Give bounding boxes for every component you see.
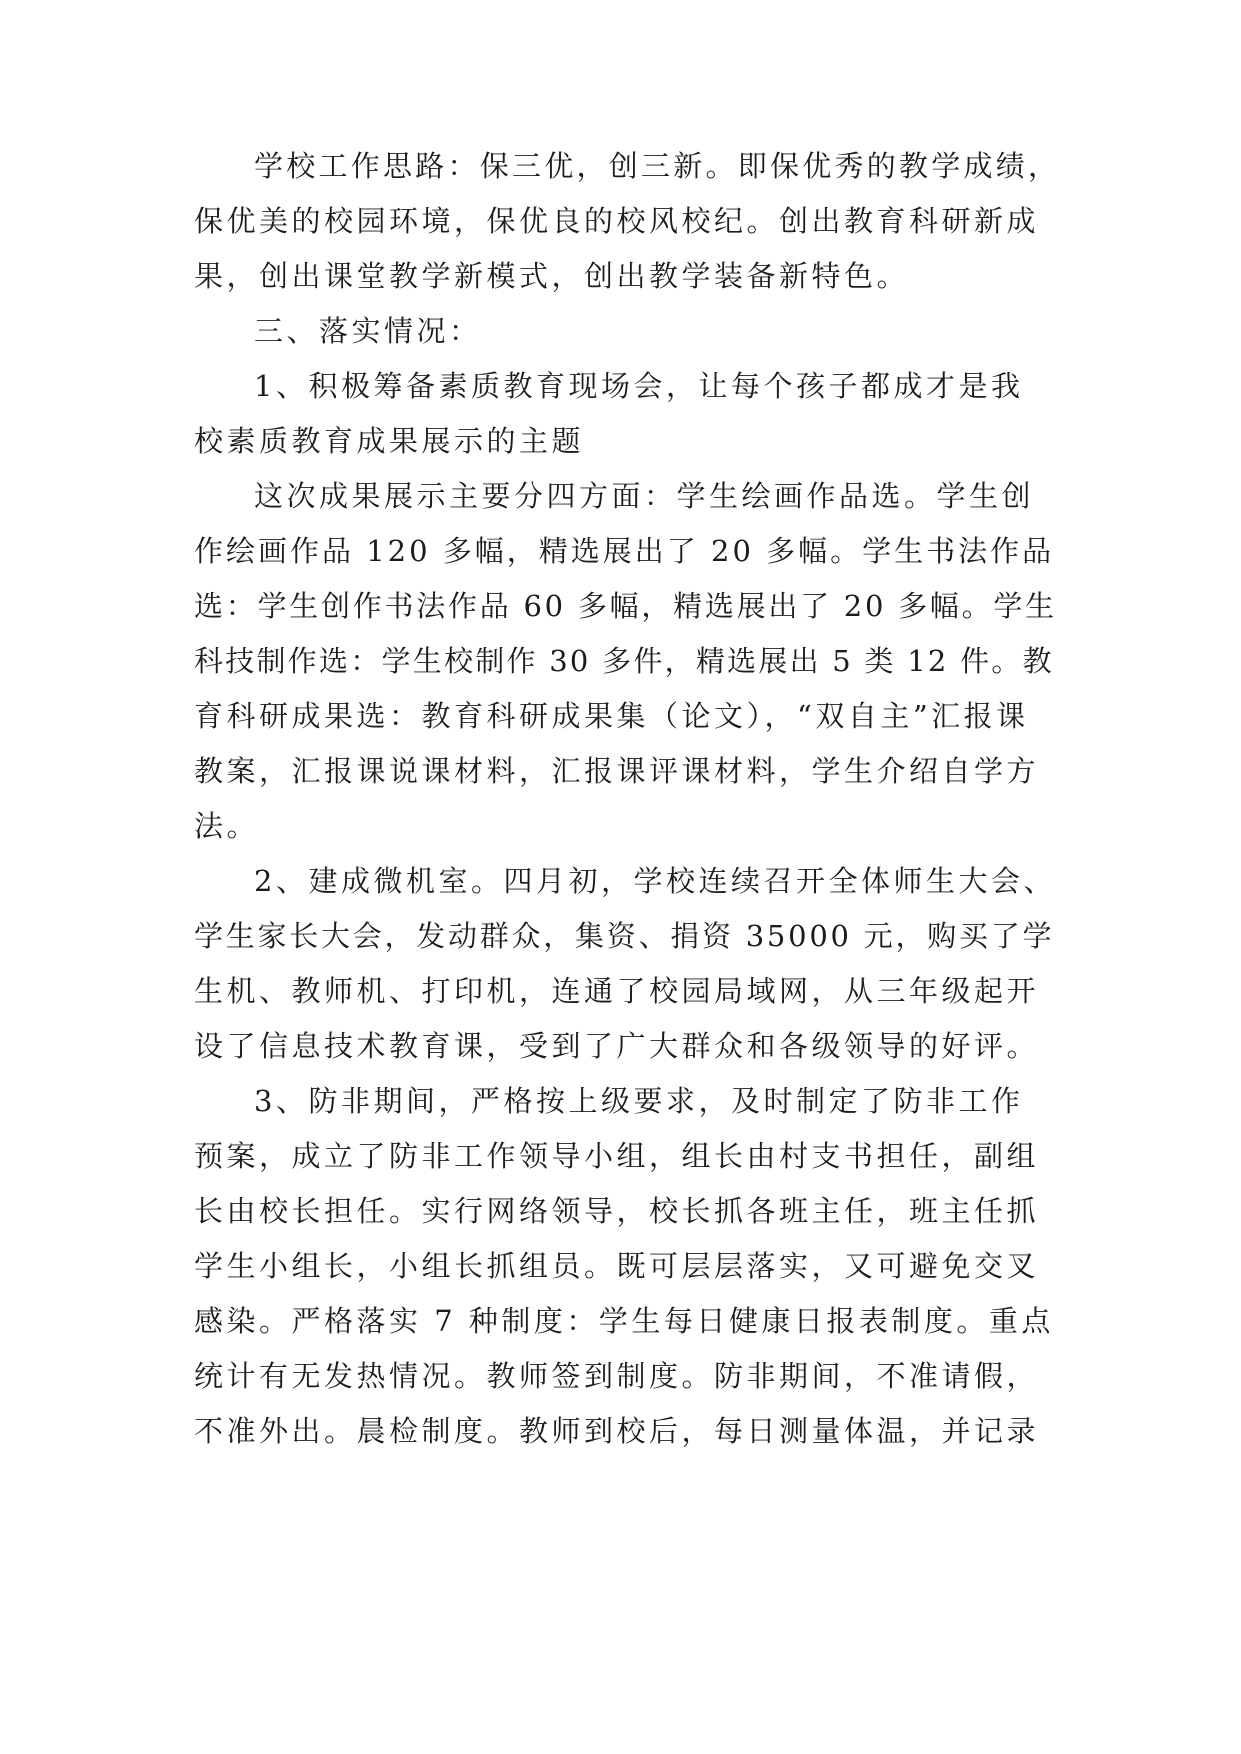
text-line: 长由校长担任。实行网络领导，校长抓各班主任，班主任抓 [194,1194,1040,1228]
text-line: 学生家长大会，发动群众，集资、捐资 35000 元，购买了学 [194,919,1055,953]
text-line: 教案，汇报课说课材料，汇报课评课材料，学生介绍自学方 [194,754,1040,788]
text-line: 校素质教育成果展示的主题 [194,424,585,458]
text-line: 设了信息技术教育课，受到了广大群众和各级领导的好评。 [194,1029,1040,1063]
paragraph-school-work-idea: 学校工作思路：保三优，创三新。即保优秀的教学成绩， [254,149,1061,183]
text-line: 学生小组长，小组长抓组员。既可层层落实，又可避免交叉 [194,1249,1040,1283]
text-line: 法。 [194,809,260,843]
item-1-heading: 1、积极筹备素质教育现场会，让每个孩子都成才是我 [254,369,1024,403]
text-line: 预案，成立了防非工作领导小组，组长由村支书担任，副组 [194,1139,1040,1173]
text-line: 感染。严格落实 7 种制度：学生每日健康日报表制度。重点 [194,1304,1054,1338]
item-2-computer-room: 2、建成微机室。四月初，学校连续召开全体师生大会、 [254,864,1056,898]
paragraph-achievement-display: 这次成果展示主要分四方面：学生绘画作品选。学生创 [254,479,1035,513]
section-heading-implementation: 三、落实情况： [254,314,482,348]
text-line: 果，创出课堂教学新模式，创出教学装备新特色。 [194,259,910,293]
text-line: 不准外出。晨检制度。教师到校后，每日测量体温，并记录 [194,1414,1040,1448]
text-line: 选：学生创作书法作品 60 多幅，精选展出了 20 多幅。学生 [194,589,1057,623]
item-3-epidemic-prevention: 3、防非期间，严格按上级要求，及时制定了防非工作 [254,1084,1024,1118]
text-line: 作绘画作品 120 多幅，精选展出了 20 多幅。学生书法作品 [194,534,1055,568]
text-line: 生机、教师机、打印机，连通了校园局域网，从三年级起开 [194,974,1040,1008]
text-line: 保优美的校园环境，保优良的校风校纪。创出教育科研新成 [194,204,1040,238]
text-line: 统计有无发热情况。教师签到制度。防非期间，不准请假， [194,1359,1040,1393]
text-line: 育科研成果选：教育科研成果集（论文），“双自主”汇报课 [194,699,1029,733]
text-line: 科技制作选：学生校制作 30 多件，精选展出 5 类 12 件。教 [194,644,1054,678]
